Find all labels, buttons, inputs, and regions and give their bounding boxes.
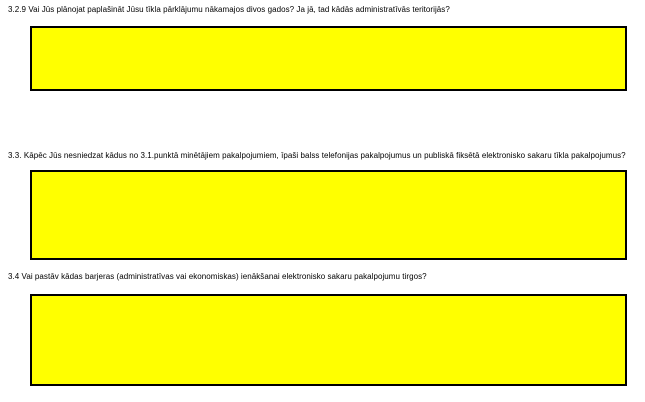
question-3-3: 3.3. Kāpēc Jūs nesniedzat kādus no 3.1.punktā minētājiem pakalpojumiem, īpaši balss telefonijas pakalpojumus un publiskā fiksētā elektronisko sakaru tīkla pakalpojumus?: [8, 151, 626, 160]
answer-field-3-2-9[interactable]: [30, 26, 627, 91]
question-3-4: 3.4 Vai pastāv kādas barjeras (administratīvas vai ekonomiskas) ienākšanai elektronisko sakaru pakalpojumu tirgos?: [8, 272, 427, 281]
question-3-2-9: 3.2.9 Vai Jūs plānojat paplašināt Jūsu tīkla pārklājumu nākamajos divos gados? Ja jā, tad kādās administratīvās teritorijās?: [8, 5, 450, 14]
answer-field-3-4[interactable]: [30, 294, 627, 386]
answer-field-3-3[interactable]: [30, 170, 627, 260]
